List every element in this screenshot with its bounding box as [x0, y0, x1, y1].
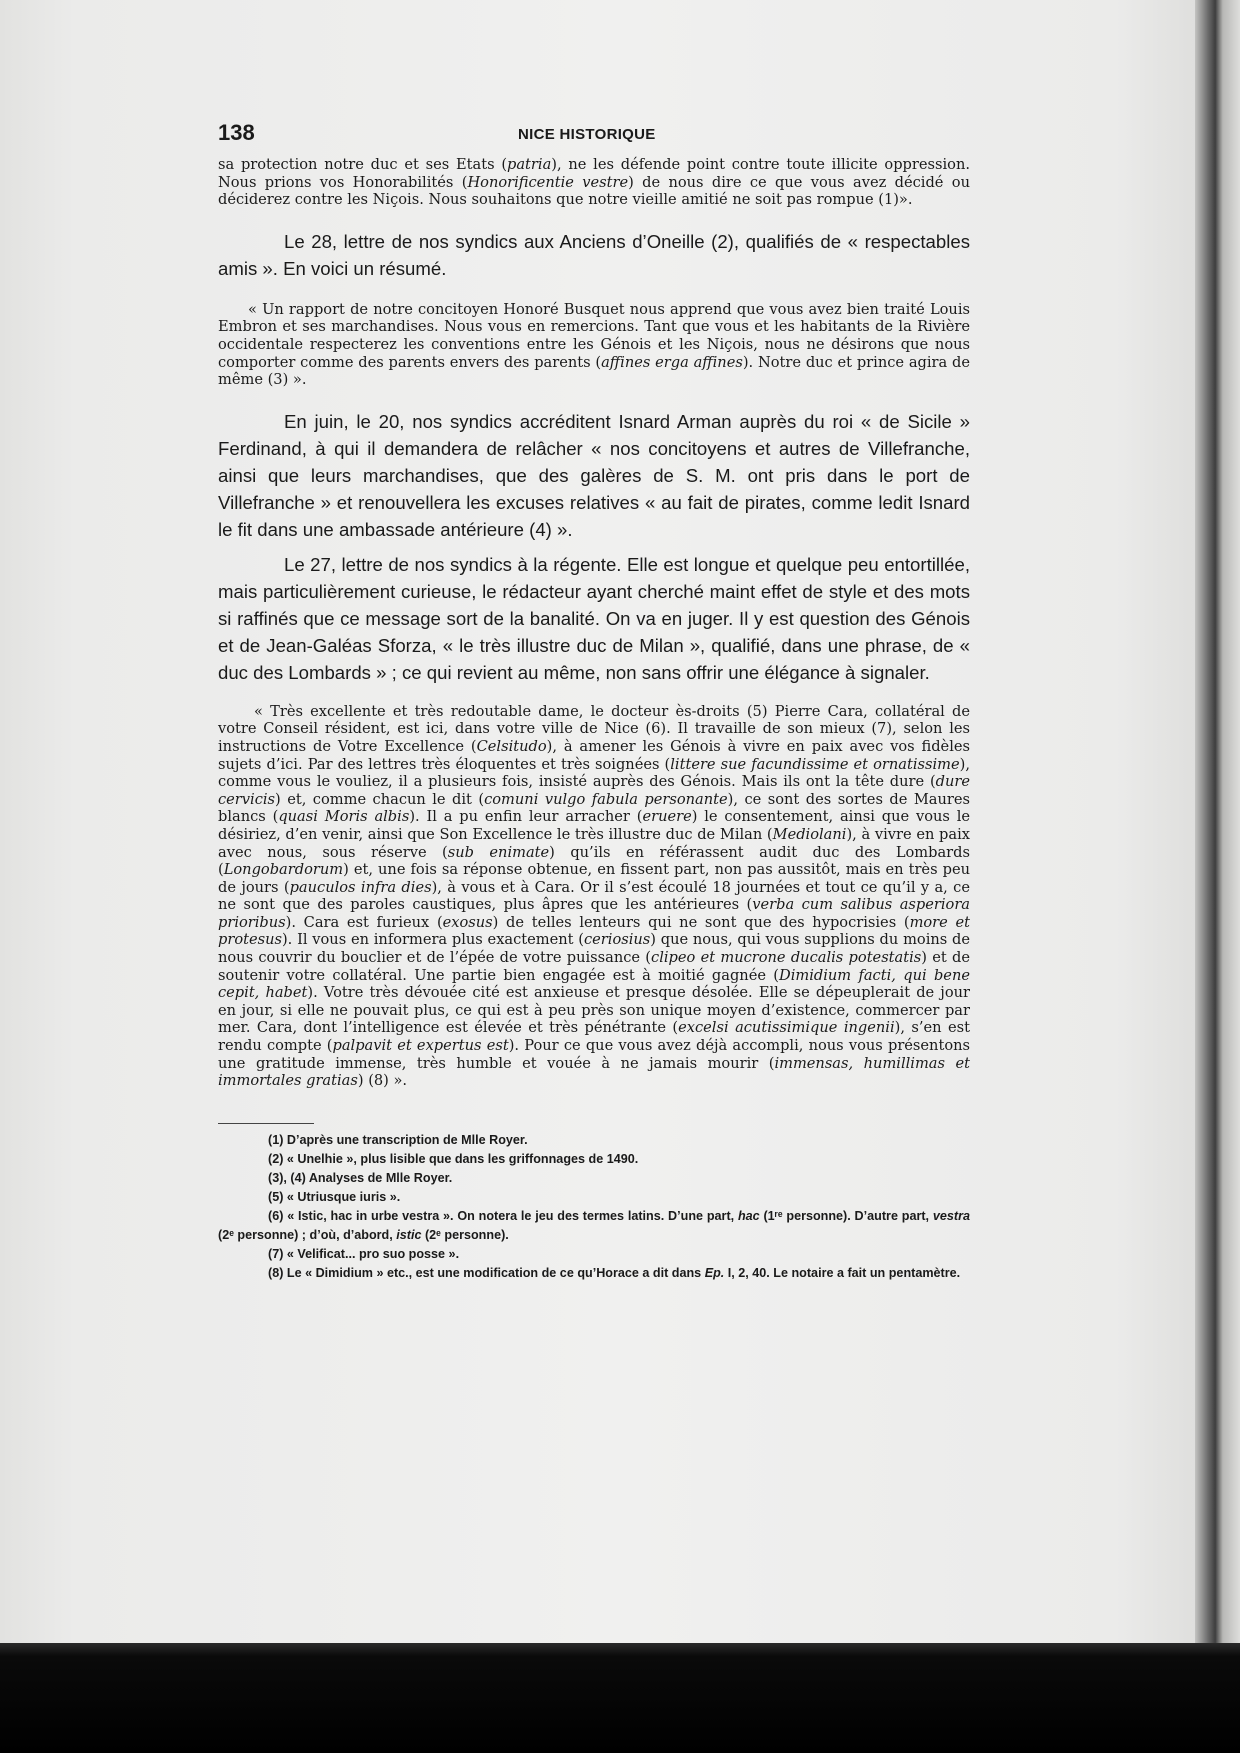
- footnote: [218, 1207, 970, 1245]
- page-header: [218, 118, 970, 148]
- italic-run: Honorificentie vestre: [467, 173, 629, 191]
- text-run: ) le consentement, ainsi que vous le désiriez, d’en venir, ainsi que Son Excellence le très illustre duc de Milan (: [218, 808, 971, 843]
- text-run: ) de nous dire ce que vous avez décidé ou déciderez contre les Niçois. Nous souhaitons que notre vieille amitié ne soit pas rompue (1)».: [218, 173, 970, 209]
- text-run: ). Pour ce que vous avez déjà accompli, nous vous présentons une gratitude immense, très humble et vouée à ne jamais mourir (: [218, 1037, 970, 1072]
- text-run: (2) « Unelhie », plus lisible que dans les griffonnages de 1490.: [268, 1151, 639, 1166]
- text-run: ), à vivre en paix avec nous, sous réserve (: [218, 825, 970, 861]
- italic-run: patria: [507, 156, 552, 173]
- text-run: (3), (4) Analyses de Mlle Royer.: [268, 1170, 453, 1185]
- text-run: ). Il vous en informera plus exactement (: [281, 931, 584, 949]
- italic-run: comuni vulgo fabula personante: [484, 790, 728, 808]
- text-run: (6) « Istic, hac in urbe vestra ». On notera le jeu des termes latins. D’une part,: [268, 1208, 738, 1223]
- quote-paragraph: [218, 156, 970, 209]
- book-fold-shadow: [1195, 0, 1240, 1643]
- text-run: ), à vous et à Cara. Or il s’est écoulé 18 journées et tout ce qu’il y a, ce ne sont que des paroles caustiques, plus âpres que les antérieures (: [218, 878, 970, 914]
- text-run: ), ne les défende point contre toute illicite oppression. Nous prions vos Honorabilités (: [218, 156, 970, 191]
- text-run: ) qu’ils en référassent audit duc des Lombards (: [218, 843, 970, 879]
- italic-run: immensas, humillimas et immortales gratias: [218, 1054, 970, 1090]
- text-run: (1) D’après une transcription de Mlle Royer.: [268, 1132, 528, 1147]
- italic-run: littere sue facundissime et ornatissime: [670, 755, 960, 773]
- text-run: ) que nous, qui vous supplions du moins de nous couvrir du bouclier et de l’épée de votre puissance (: [218, 931, 970, 967]
- footnote: [218, 1188, 970, 1207]
- text-run: ). Votre très dévouée cité est anxieuse et presque désolée. Elle se dépeuplerait de jour en jour, si elle ne pouvait plus, ce qui est à peu près son unique moyen d’existence, commercer par mer. Cara, dont l’intelligence est élevée et très pénétrante (: [218, 984, 970, 1037]
- footnote: [218, 1131, 970, 1150]
- text-run: (2ᵉ personne) ; d’où, d’abord,: [218, 1227, 397, 1242]
- italic-run: affines erga affines: [601, 353, 743, 371]
- text-run: ), s’en est rendu compte (: [218, 1019, 970, 1055]
- text-run: (7) « Velificat... pro suo posse ».: [268, 1246, 460, 1261]
- page-number: 138: [218, 120, 255, 145]
- italic-run: Ep.: [704, 1265, 725, 1280]
- text-run: ). Il a pu enfin leur arracher (: [409, 808, 643, 826]
- italic-run: exosus: [442, 913, 493, 931]
- italic-run: palpavit et expertus est: [332, 1037, 509, 1055]
- quote-paragraph: [218, 703, 970, 1090]
- scan-bottom-border: [0, 1643, 1240, 1753]
- text-run: (5) « Utriusque iuris ».: [268, 1189, 401, 1204]
- text-run: ). Notre duc et prince agira de même (3) ».: [218, 353, 970, 389]
- italic-run: Dimidium facti, qui bene cepit, habet: [218, 966, 970, 1002]
- text-run: (8) Le « Dimidium » etc., est une modification de ce qu’Horace a dit dans: [268, 1265, 705, 1280]
- footnote: [218, 1169, 970, 1188]
- italic-run: clipeo et mucrone ducalis potestatis: [651, 949, 922, 967]
- text-run: ), à amener les Génois à vivre en paix avec vos fidèles sujets d’ici. Par des lettres très éloquentes et très soignées (: [218, 737, 970, 773]
- text-run: Le 28, lettre de nos syndics aux Anciens d’Oneille (2), qualifiés de « respectables amis ». En voici un résumé.: [218, 230, 970, 279]
- italic-run: more et protesus: [218, 913, 970, 949]
- text-run: ), comme vous le vouliez, il a plusieurs fois, insisté auprès des Génois. Mais ils ont la tête dure (: [218, 755, 970, 791]
- text-run: sa protection notre duc et ses Etats (: [218, 156, 508, 173]
- quote-paragraph: [218, 301, 970, 389]
- italic-run: excelsi acutissimique ingenii: [678, 1019, 895, 1037]
- text-run: ), ce sont des sortes de Maures blancs (: [218, 790, 970, 826]
- footnote: [218, 1264, 970, 1283]
- text-run: « Très excellente et très redoutable dame, le docteur ès-droits (5) Pierre Cara, collatéral de votre Conseil résident, est ici, dans votre ville de Nice (6). Il travaille de son mieux (7), selon les instructions de Votre Excellence (: [218, 702, 970, 755]
- body-paragraph: [218, 551, 970, 686]
- footnote: [218, 1245, 970, 1264]
- text-run: En juin, le 20, nos syndics accréditent Isnard Arman auprès du roi « de Sicile » Ferdinand, à qui il demandera de relâcher « nos concitoyens et autres de Villefranche, ainsi que leurs marchandises, que des galères de S. M. ont pris dans le port de Villefranche » et renouvellera les excuses relatives « au fait de pirates, comme ledit Isnard le fit dans une ambassade antérieure (4) ».: [218, 410, 970, 540]
- italic-run: pauculos infra dies: [289, 878, 432, 896]
- italic-run: verba cum salibus asperiora prioribus: [218, 896, 970, 931]
- text-run: (1ʳᵉ personne). D’autre part,: [759, 1208, 933, 1223]
- text-run: ) (8) ».: [357, 1072, 408, 1090]
- italic-run: ceriosius: [584, 931, 651, 949]
- italic-run: Longobardorum: [223, 861, 344, 879]
- italic-run: eruere: [642, 808, 692, 826]
- italic-run: Celsitudo: [476, 737, 547, 755]
- text-run: ) et de soutenir votre collatéral. Une partie bien engagée est à moitié gagnée (: [218, 949, 970, 984]
- text-run: ) de telles lenteurs qui ne sont que des hypocrisies (: [492, 913, 910, 931]
- text-run: Le 27, lettre de nos syndics à la régente. Elle est longue et quelque peu entortillée, mais particulièrement curieuse, le rédacteur ayant cherché maint effet de style et des mots si raffinés que ce message sort de la banalité. On va en juger. Il y est question des Génois et de Jean-Galéas Sforza, « le très illustre duc de Milan », qualifié, dans une phrase, de « duc des Lombards » ; ce qui revient au même, non sans offrir une élégance à signaler.: [218, 553, 970, 683]
- text-run: I, 2, 40. Le notaire a fait un pentamètre.: [724, 1265, 961, 1280]
- text-run: « Un rapport de notre concitoyen Honoré Busquet nous apprend que vous avez bien traité Louis Embron et ses marchandises. Nous vous en remercions. Tant que vous et les habitants de la Rivière occidentale respecterez les conventions entre les Génois et les Niçois, nous ne désirons que nous comporter comme des parents envers des parents (: [218, 300, 970, 371]
- italic-run: quasi Moris albis: [278, 808, 410, 826]
- text-run: ). Cara est furieux (: [285, 913, 443, 931]
- page-content: [218, 118, 970, 1283]
- italic-run: hac: [737, 1208, 760, 1223]
- text-run: ) et, une fois sa réponse obtenue, en fissent part, non pas aussitôt, mais en très peu de jours (: [218, 861, 970, 896]
- text-run: (2ᵉ personne).: [421, 1227, 509, 1242]
- body-paragraph: [218, 228, 970, 282]
- italic-run: dure cervicis: [218, 773, 970, 808]
- body-paragraph: [218, 408, 970, 543]
- running-title: NICE HISTORIQUE: [518, 126, 656, 143]
- italic-run: istic: [396, 1227, 422, 1242]
- italic-run: vestra: [932, 1208, 970, 1223]
- footnotes: [218, 1131, 970, 1283]
- footnote-rule: [218, 1123, 314, 1124]
- italic-run: sub enimate: [447, 843, 550, 861]
- text-run: ) et, comme chacun le dit (: [275, 790, 485, 808]
- italic-run: Mediolani: [772, 825, 847, 843]
- footnote: [218, 1150, 970, 1169]
